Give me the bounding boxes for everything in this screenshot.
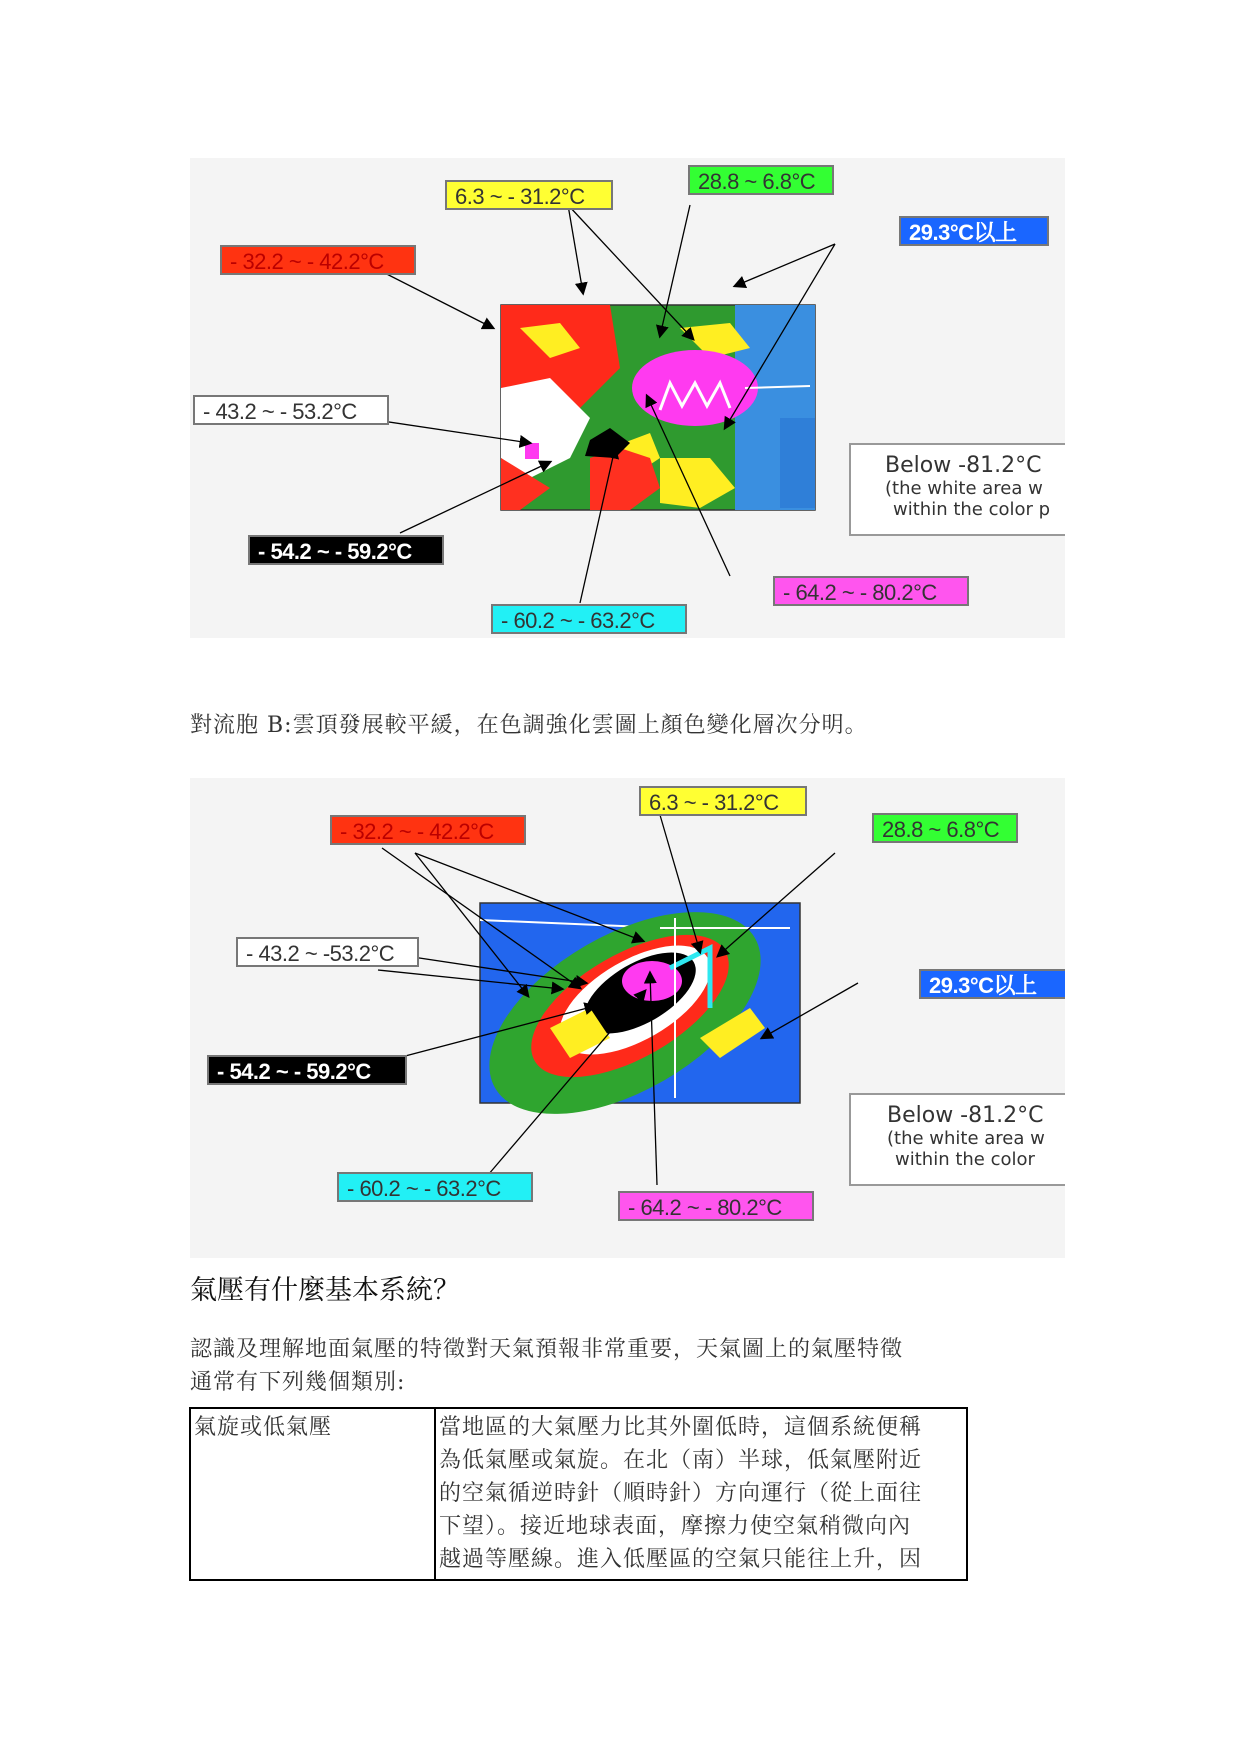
legend-label-black: - 54.2 ~ - 59.2°C: [248, 535, 444, 565]
legend-label-yellow: 6.3 ~ - 31.2°C: [639, 786, 807, 816]
satellite-figure-cell-a: [190, 158, 1065, 638]
caption-cell-b: 對流胞 B:雲頂發展較平緩，在色調強化雲圖上顏色變化層次分明。: [190, 713, 868, 738]
description-line: 為低氣壓或氣旋。在北（南）半球，低氣壓附近: [439, 1448, 923, 1473]
legend-label-magenta: - 64.2 ~ - 80.2°C: [773, 576, 969, 606]
section-heading: 氣壓有什麼基本系統？: [190, 1275, 460, 1306]
note-line-1: Below -81.2°C: [885, 453, 1042, 478]
legend-label-yellow: 6.3 ~ - 31.2°C: [445, 180, 613, 210]
legend-label-white: - 43.2 ~ -53.2°C: [236, 937, 419, 967]
table-row: [190, 1408, 967, 1580]
description-line: 當地區的大氣壓力比其外圍低時，這個系統便稱: [439, 1415, 923, 1440]
note-line-3: within the color p: [893, 499, 1051, 520]
description-line: 越過等壓線。進入低壓區的空氣只能往上升，因: [439, 1547, 923, 1572]
note-line-2: (the white area w: [885, 478, 1043, 499]
legend-label-cyan: - 60.2 ~ - 63.2°C: [491, 604, 687, 634]
cloud-image-b: [190, 778, 1065, 1258]
table-term-cell: 氣旋或低氣壓: [190, 1408, 435, 1580]
satellite-figure-cell-b: [190, 778, 1065, 1258]
legend-label-red: - 32.2 ~ - 42.2°C: [220, 245, 416, 275]
description-line: 的空氣循逆時針（順時針）方向運行（從上面往: [439, 1481, 923, 1506]
legend-note: [849, 443, 1065, 536]
intro-line: 認識及理解地面氣壓的特徵對天氣預報非常重要，天氣圖上的氣壓特徵: [190, 1337, 904, 1362]
legend-label-black: - 54.2 ~ - 59.2°C: [207, 1055, 407, 1085]
description-line: 下望）。接近地球表面，摩擦力使空氣稍微向內: [439, 1514, 912, 1539]
note-line-3: within the color: [895, 1149, 1035, 1170]
note-line-2: (the white area w: [887, 1128, 1045, 1149]
legend-label-cyan: - 60.2 ~ - 63.2°C: [337, 1172, 533, 1202]
legend-note: [849, 1093, 1065, 1186]
note-line-1: Below -81.2°C: [887, 1103, 1044, 1128]
intro-paragraph: [190, 1333, 903, 1399]
intro-line: 通常有下列幾個類別:: [190, 1370, 406, 1395]
legend-label-blue: 29.3°C以上: [919, 969, 1065, 999]
legend-label-white: - 43.2 ~ - 53.2°C: [193, 395, 389, 425]
legend-label-green: 28.8 ~ 6.8°C: [872, 813, 1018, 843]
table-description-cell: [435, 1408, 967, 1580]
pressure-systems-table: [189, 1407, 968, 1581]
legend-label-blue: 29.3°C以上: [899, 216, 1049, 246]
legend-label-red: - 32.2 ~ - 42.2°C: [330, 815, 526, 845]
legend-label-magenta: - 64.2 ~ - 80.2°C: [618, 1191, 814, 1221]
legend-label-green: 28.8 ~ 6.8°C: [688, 165, 834, 195]
